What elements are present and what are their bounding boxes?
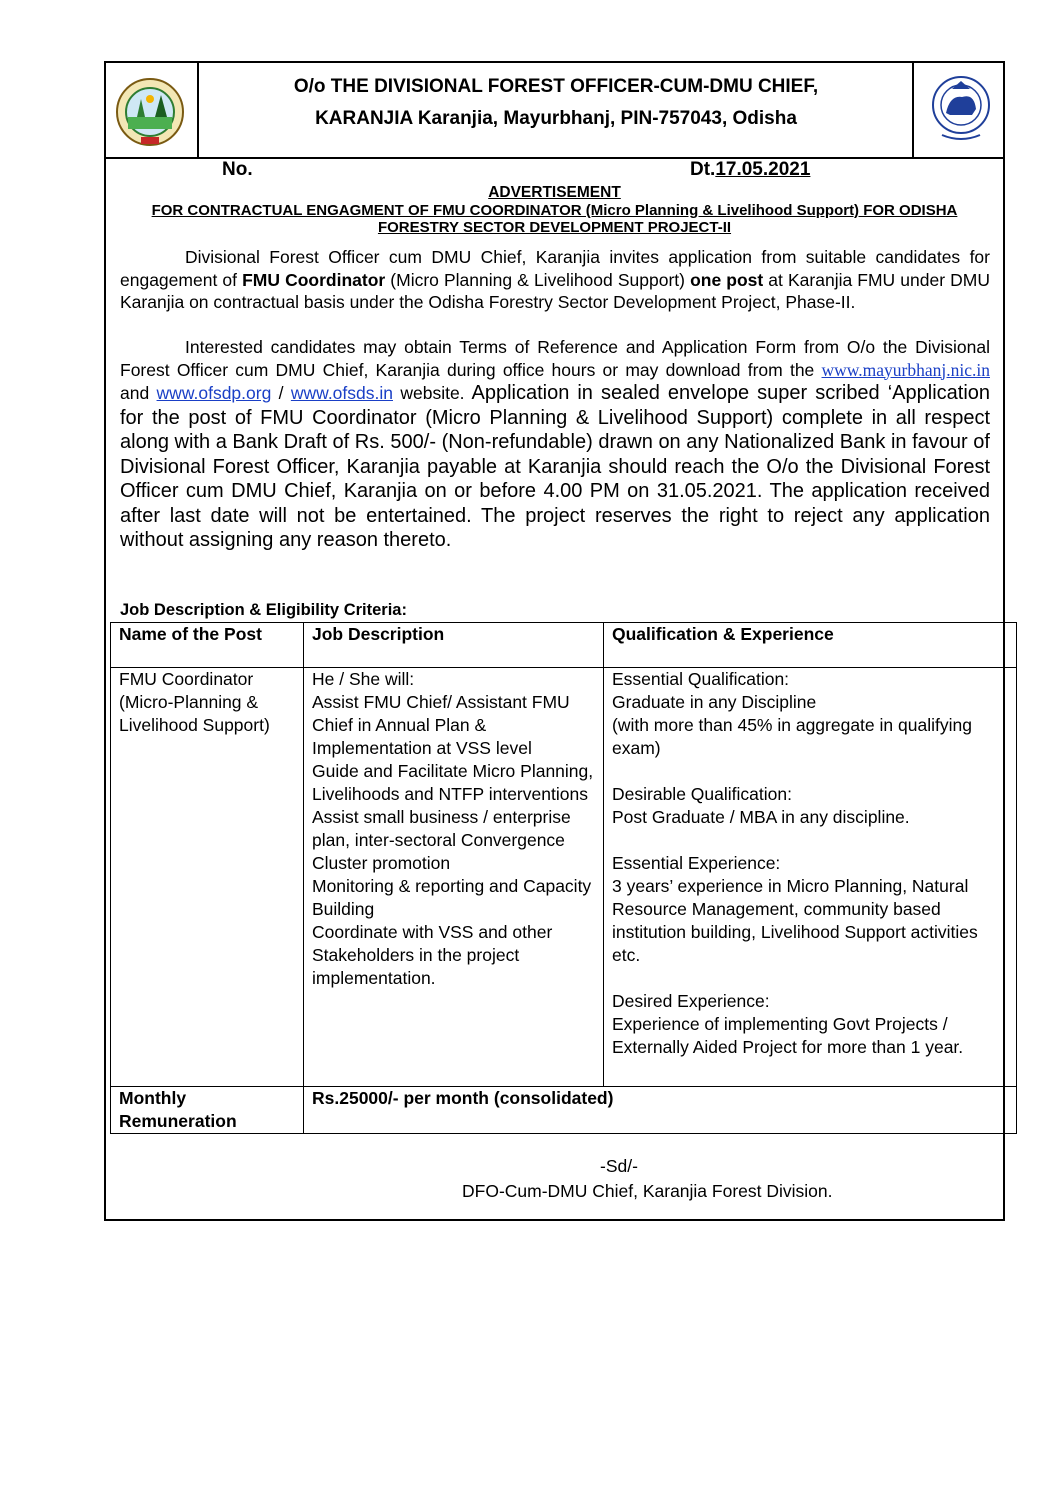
job-description-cell: He / She will: Assist FMU Chief/ Assistant FMU Chief in Annual Plan & Implementation at VSS level Guide and Facilitate Micro Planning, Livelihoods and NTFP interventions Assist small business / enterprise plan, inter-sectoral Convergence Cluster promotion Monitoring & reporting and Capacity Building Coordinate with VSS and other Stakeholders in the project implementation. (304, 668, 604, 1087)
paragraph2-body: Application in sealed envelope super scribed ‘Application for the post of FMU Coordinator (Micro Planning & Livelihood Support) complete in all respect along with a Bank Draft of Rs. 500/- (Non-refundable) drawn on any Nationalized Bank in favour of Divisional Forest Officer, Karanjia payable at Karanjia should reach the O/o the Divisional Forest Officer cum DMU Chief, Karanjia on or before 4.00 PM on 31.05.2021. The application received after last date will not be entertained. The project reserves the right to reject any application without assigning any reason thereto. (120, 382, 991, 551)
paragraph2-text: website. (393, 383, 465, 403)
post-name-cell: FMU Coordinator (Micro-Planning & Livelihood Support) (111, 668, 304, 1087)
reference-number: No. (222, 159, 253, 180)
job-criteria-table (110, 622, 1017, 1134)
remuneration-label: Monthly Remuneration (111, 1087, 304, 1134)
office-title-line2: KARANJIA Karanjia, Mayurbhanj, PIN-757043, Odisha (315, 108, 797, 129)
forest-department-emblem-icon (111, 77, 189, 147)
paragraph2-text: Interested candidates may obtain Terms of Reference and Application Form from O/o the Divisional Forest Officer cum DMU Chief, Karanjia during office hours or may download from the (120, 337, 990, 380)
paragraph2-text: / (271, 383, 291, 403)
column-header-qualification: Qualification & Experience (604, 623, 1017, 668)
link-mayurbhanj[interactable]: www.mayurbhanj.nic.in (821, 359, 990, 380)
signatory-designation: DFO-Cum-DMU Chief, Karanjia Forest Division. (462, 1181, 833, 1201)
advertisement-title: ADVERTISEMENT (488, 184, 621, 201)
paragraph2-text: and (120, 383, 157, 403)
issue-date (690, 159, 810, 181)
odisha-state-emblem-icon (928, 71, 994, 145)
job-section-title: Job Description & Eligibility Criteria: (120, 601, 407, 619)
post-count: one post (690, 269, 764, 290)
date-prefix: Dt. (690, 159, 716, 180)
header-divider (912, 63, 914, 157)
qualification-cell: Essential Qualification: Graduate in any Discipline (with more than 45% in aggregate in qualifying exam) Desirable Qualification: Post Graduate / MBA in any discipline. Essential Experience: 3 years’ experience in Micro Planning, Natural Resource Management, community based institution building, Livelihood Support activities etc. Desired Experience: Experience of implementing Govt Projects / Externally Aided Project for more than 1 year. (604, 668, 1017, 1087)
paragraph1-text: at Karanjia FMU under DMU Karanjia on contractual basis under the Odisha Forestry Sector Development Project, Phase-II. (120, 269, 990, 312)
paragraph1-text: Divisional Forest Officer cum DMU Chief, Karanjia invites application from suitable candidates for engagement of (120, 247, 990, 290)
signature-mark: -Sd/- (600, 1156, 638, 1176)
link-ofsds[interactable]: www.ofsds.in (290, 383, 393, 403)
office-title-line1: O/o THE DIVISIONAL FOREST OFFICER-CUM-DMU CHIEF, (293, 76, 819, 97)
date-value: 17.05.2021 (715, 159, 811, 180)
document-frame (104, 61, 1005, 1221)
header-divider (197, 63, 199, 157)
advertisement-subtitle: FOR CONTRACTUAL ENGAGMENT OF FMU COORDINATOR (Micro Planning & Livelihood Support) FOR ODISHA FORESTRY SECTOR DEVELOPMENT PROJECT-II (151, 202, 958, 236)
invitation-paragraph (120, 246, 990, 314)
remuneration-row (111, 1087, 1017, 1134)
column-header-post: Name of the Post (111, 623, 304, 668)
application-paragraph (120, 336, 990, 553)
table-header-row (111, 623, 1017, 668)
remuneration-value: Rs.25000/- per month (consolidated) (304, 1087, 1017, 1134)
paragraph1-text: (Micro Planning & Livelihood Support) (385, 269, 691, 290)
office-title (206, 71, 906, 135)
post-name: FMU Coordinator (242, 269, 386, 290)
link-ofsdp[interactable]: www.ofsdp.org (156, 383, 272, 403)
letterhead (106, 63, 1003, 159)
table-row (111, 668, 1017, 1087)
column-header-description: Job Description (304, 623, 604, 668)
